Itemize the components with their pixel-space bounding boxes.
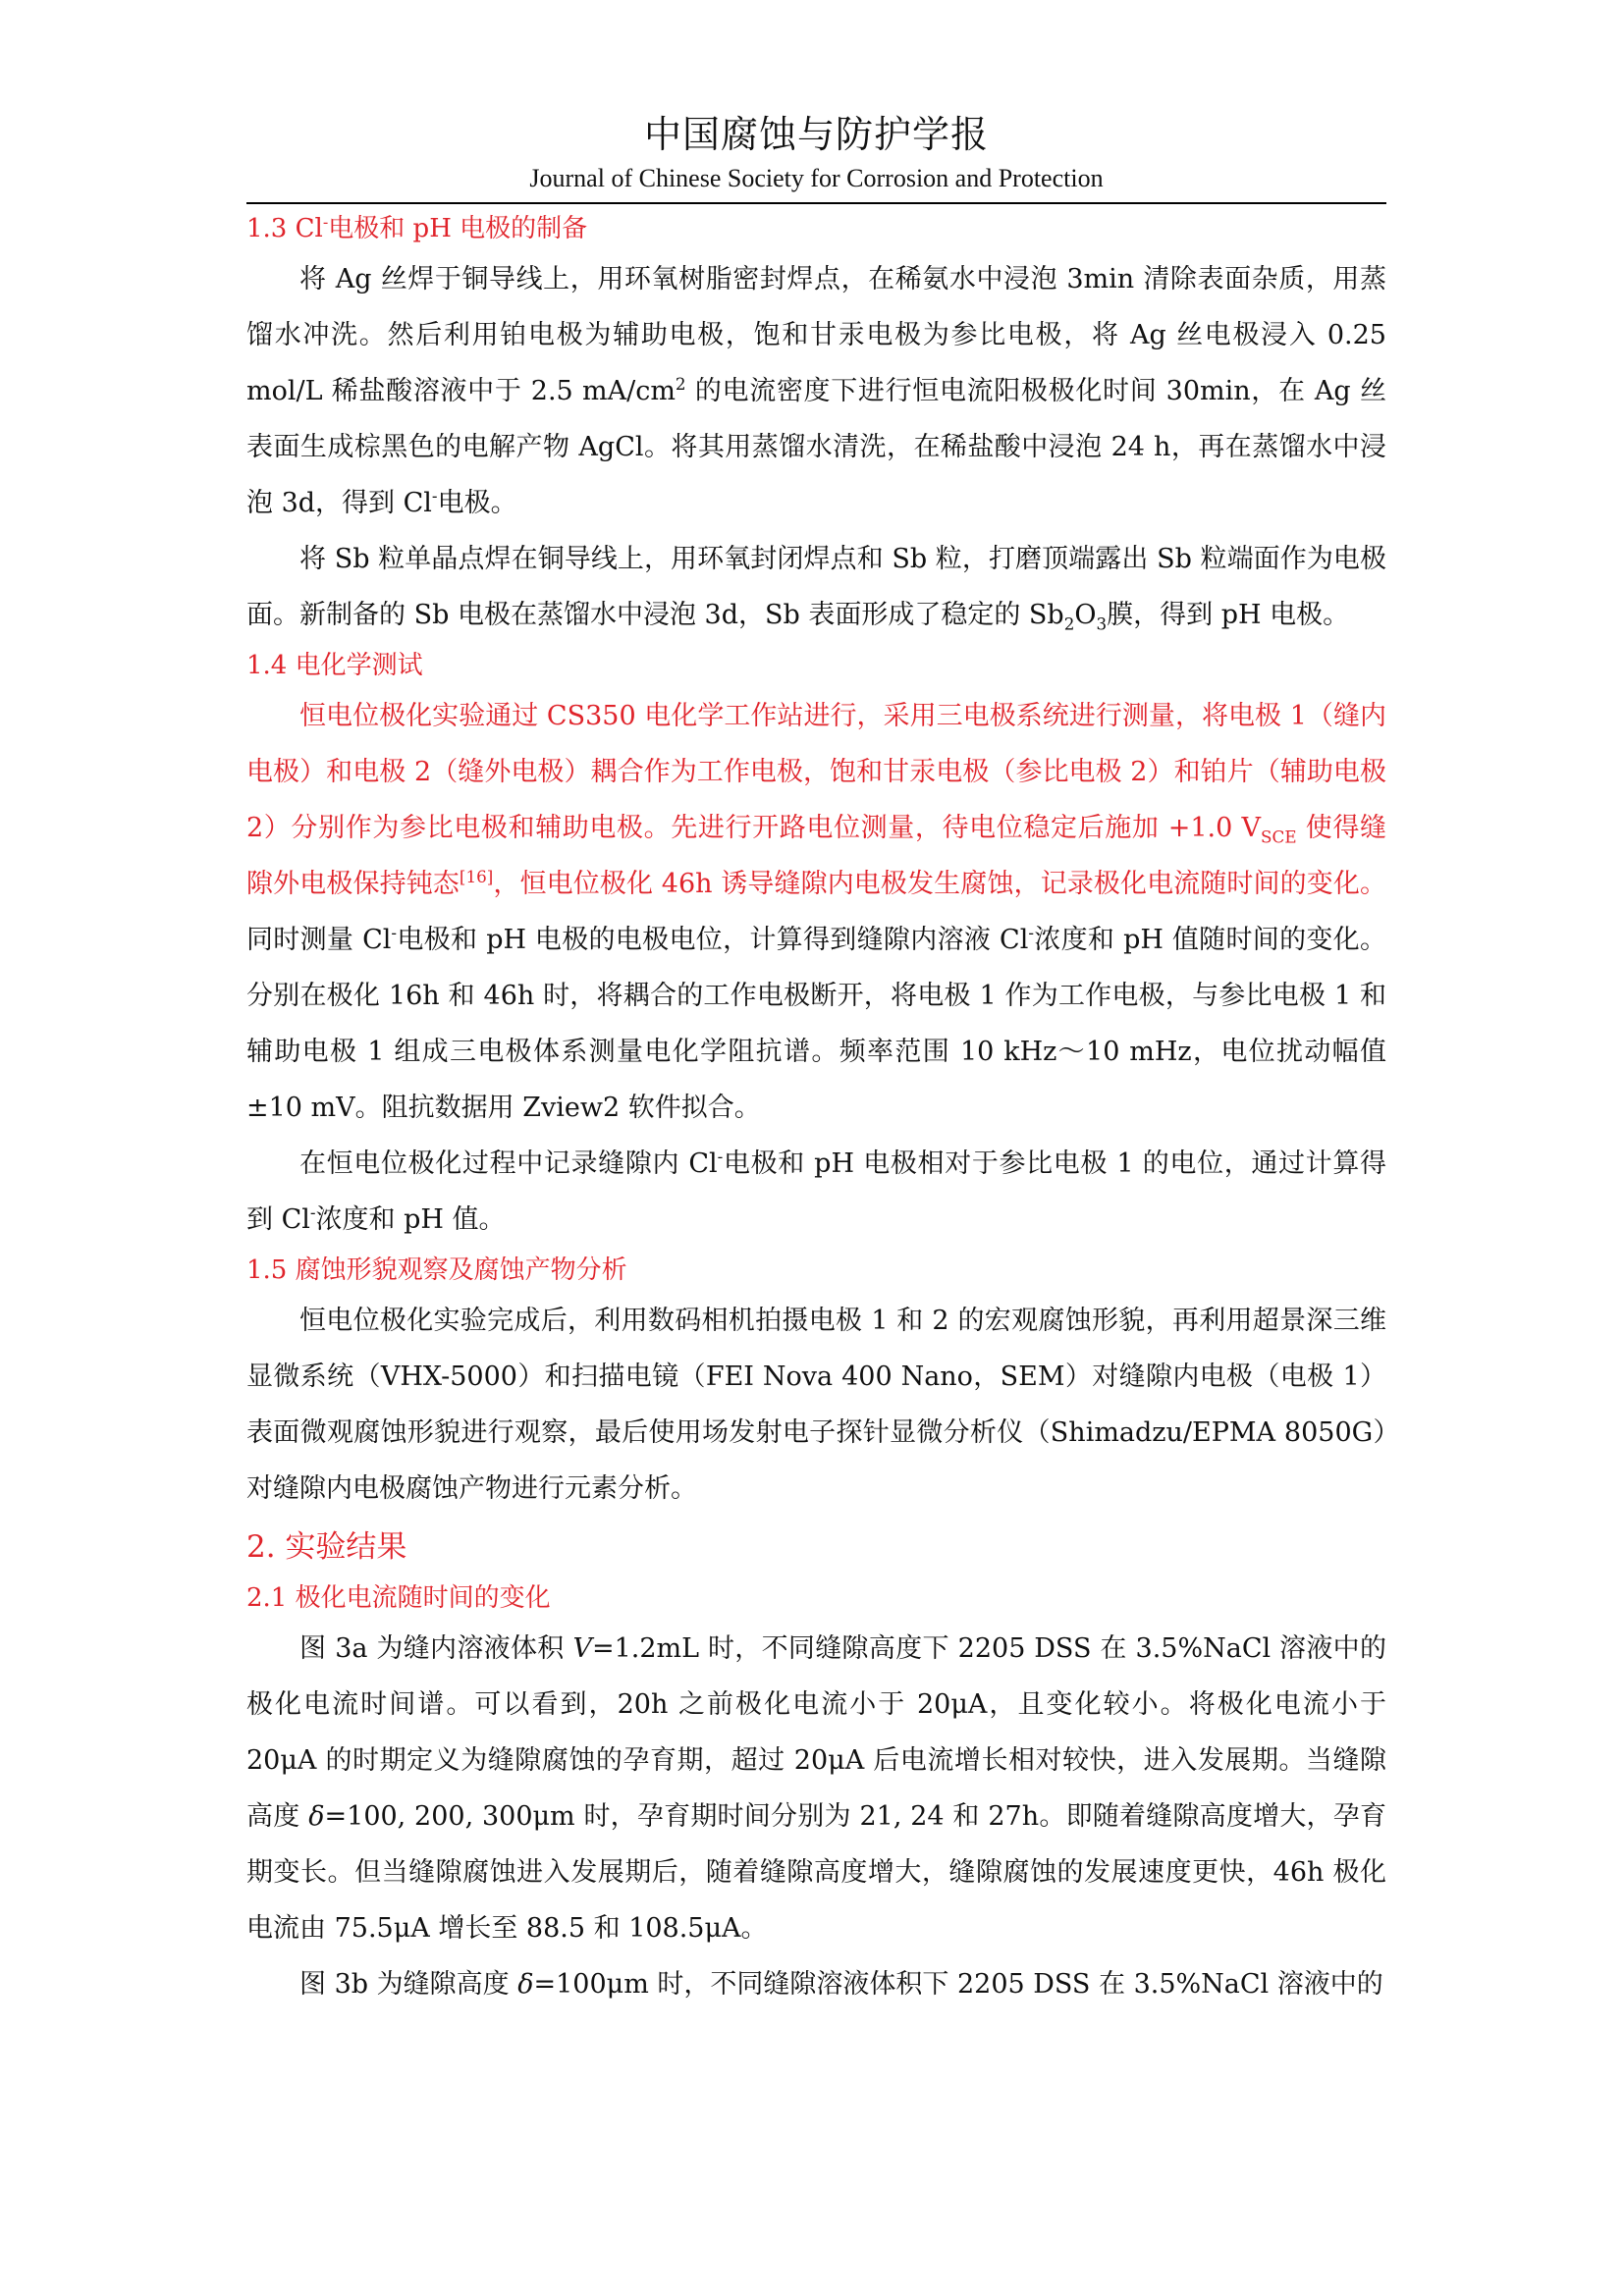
section-2-1-paragraph-1: 图 3a 为缝内溶液体积 V=1.2mL 时，不同缝隙高度下 2205 DSS 在 3.5%NaCl 溶液中的极化电流时间谱。可以看到，20h 之前极化电流小于 20μA，且变化较小。将极化电流小于 20μA 的时期定义为缝隙腐蚀的孕育期，超过 20μA 后电流增长相对较快，进入发展期。当缝隙高度 δ=100, 200, 300μm 时，孕育期时间分别为 21, 24 和 27h。即随着缝隙高度增大，孕育期变长。但当缝隙腐蚀进入发展期后，随着缝隙高度增大，缝隙腐蚀的发展速度更快，46h 极化电流由 75.5μA 增长至 88.5 和 108.5μA。: [246, 1633, 1386, 1944]
section-1-4-paragraph-2: 在恒电位极化过程中记录缝隙内 Cl-电极和 pH 电极相对于参比电极 1 的电位，通过计算得到 Cl-浓度和 pH 值。: [246, 1147, 1386, 1235]
header-rule: [246, 202, 1386, 204]
section-1-4-heading: 1.4 电化学测试: [246, 651, 423, 680]
article-body: [246, 206, 1386, 2012]
section-2-heading: 2. 实验结果: [246, 1529, 407, 1565]
section-1-5-paragraph-1: 恒电位极化实验完成后，利用数码相机拍摄电极 1 和 2 的宏观腐蚀形貌，再利用超景深三维显微系统（VHX-5000）和扫描电镜（FEI Nova 400 Nano，SEM）对缝隙内电极（电极 1）表面微观腐蚀形貌进行观察，最后使用场发射电子探针显微分析仪（Shimadzu/EPMA 8050G）对缝隙内电极腐蚀产物进行元素分析。: [246, 1306, 1386, 1504]
journal-title-cn: 中国腐蚀与防护学报: [643, 113, 989, 156]
section-2-1-heading: 2.1 极化电流随时间的变化: [246, 1583, 551, 1613]
journal-title-en: Journal of Chinese Society for Corrosion and Protection: [529, 164, 1104, 192]
section-2-1-paragraph-2: 图 3b 为缝隙高度 δ=100μm 时，不同缝隙溶液体积下 2205 DSS 在 3.5%NaCl 溶液中的: [299, 1969, 1383, 2000]
section-1-5-heading: 1.5 腐蚀形貌观察及腐蚀产物分析: [246, 1255, 627, 1285]
section-1-3-heading: 1.3 Cl-电极和 pH 电极的制备: [246, 212, 588, 243]
section-1-3-paragraph-1: 将 Ag 丝焊于铜导线上，用环氧树脂密封焊点，在稀氨水中浸泡 3min 清除表面杂质，用蒸馏水冲洗。然后利用铂电极为辅助电极，饱和甘汞电极为参比电极，将 Ag 丝电极浸入 0.25 mol/L 稀盐酸溶液中于 2.5 $mA/cm^2$ 的电流密度下进行恒电流阳极极化时间 30min，在 Ag 丝表面生成棕黑色的电解产物 AgCl。将其用蒸馏水清洗，在稀盐酸中浸泡 24 h，再在蒸馏水中浸泡 3d，得到 Cl-电极。: [246, 264, 1386, 518]
section-1-4-paragraph-1: 恒电位极化实验通过 CS350 电化学工作站进行，采用三电极系统进行测量，将电极 1（缝内电极）和电极 2（缝外电极）耦合作为工作电极，饱和甘汞电极（参比电极 2）和铂片（辅助电极 2）分别作为参比电极和辅助电极。先进行开路电位测量，待电位稳定后施加 +1.0 $V_{SCE}$ 使得缝隙外电极保持钝态[16]，恒电位极化 46h 诱导缝隙内电极发生腐蚀，记录极化电流随时间的变化。同时测量 Cl-电极和 pH 电极的电极电位，计算得到缝隙内溶液 Cl-浓度和 pH 值随时间的变化。分别在极化 16h 和 46h 时，将耦合的工作电极断开，将电极 1 作为工作电极，与参比电极 1 和辅助电极 1 组成三电极体系测量电化学阻抗谱。频率范围 10 kHz～10 mHz，电位扰动幅值±10 mV。阻抗数据用 Zview2 软件拟合。: [246, 701, 1386, 1123]
journal-header: [246, 110, 1386, 194]
section-1-3-paragraph-2: 将 Sb 粒单晶点焊在铜导线上，用环氧封闭焊点和 Sb 粒，打磨顶端露出 Sb 粒端面作为电极面。新制备的 Sb 电极在蒸馏水中浸泡 3d，Sb 表面形成了稳定的 $Sb_2O_3$膜，得到 pH 电极。: [246, 544, 1386, 634]
citation-ref: [16]: [459, 867, 494, 886]
